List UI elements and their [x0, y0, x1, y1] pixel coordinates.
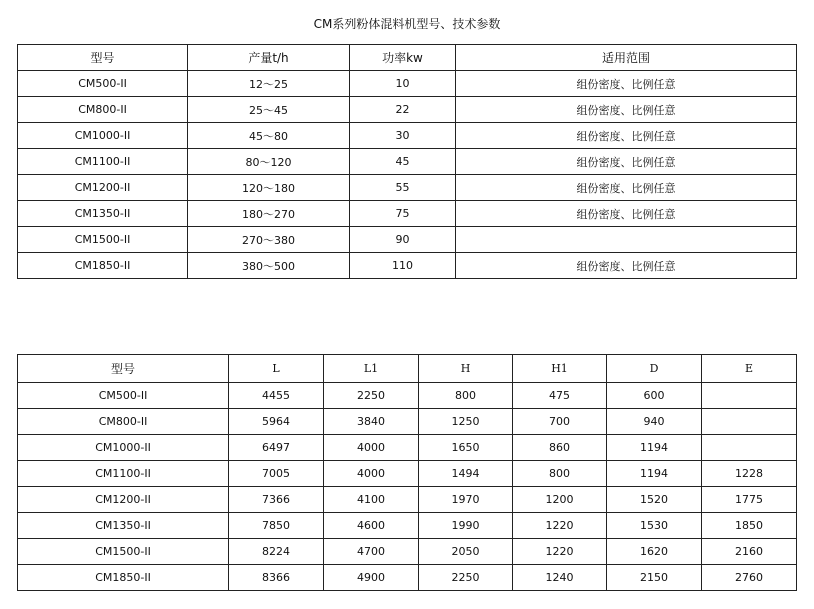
- d-cell: 1194: [607, 435, 702, 461]
- output-cell: 270～380: [188, 227, 350, 253]
- model-cell: CM1000-II: [18, 435, 229, 461]
- application-cell: 组份密度、比例任意: [456, 175, 797, 201]
- h-cell: 1494: [419, 461, 513, 487]
- application-cell: 组份密度、比例任意: [456, 149, 797, 175]
- dimensions-table: [17, 354, 797, 591]
- e-cell: [702, 383, 797, 409]
- output-cell: 80～120: [188, 149, 350, 175]
- h1-cell: 1200: [513, 487, 607, 513]
- output-cell: 180～270: [188, 201, 350, 227]
- e-cell: 2160: [702, 539, 797, 565]
- e-cell: [702, 435, 797, 461]
- application-cell: 组份密度、比例任意: [456, 201, 797, 227]
- output-cell: 25～45: [188, 97, 350, 123]
- table-row: [18, 539, 797, 565]
- h-cell: 1650: [419, 435, 513, 461]
- l-cell: 7005: [229, 461, 324, 487]
- h-cell: 1970: [419, 487, 513, 513]
- l1-cell: 4600: [324, 513, 419, 539]
- table-header-row: [18, 355, 797, 383]
- l-cell: 5964: [229, 409, 324, 435]
- h1-cell: 1220: [513, 539, 607, 565]
- table-row: [18, 201, 797, 227]
- model-cell: CM1350-II: [18, 513, 229, 539]
- model-cell: CM800-II: [18, 97, 188, 123]
- power-cell: 22: [350, 97, 456, 123]
- model-cell: CM1850-II: [18, 253, 188, 279]
- table-row: [18, 123, 797, 149]
- table-row: [18, 565, 797, 591]
- table-row: [18, 383, 797, 409]
- power-cell: 30: [350, 123, 456, 149]
- h-cell: 2050: [419, 539, 513, 565]
- table-row: [18, 461, 797, 487]
- header-h: H: [419, 355, 513, 383]
- h1-cell: 1240: [513, 565, 607, 591]
- output-cell: 120～180: [188, 175, 350, 201]
- application-cell: 组份密度、比例任意: [456, 97, 797, 123]
- l1-cell: 4700: [324, 539, 419, 565]
- h1-cell: 700: [513, 409, 607, 435]
- model-cell: CM500-II: [18, 71, 188, 97]
- table-row: [18, 227, 797, 253]
- table-row: [18, 71, 797, 97]
- header-h1: H1: [513, 355, 607, 383]
- application-cell: 组份密度、比例任意: [456, 71, 797, 97]
- power-cell: 45: [350, 149, 456, 175]
- model-cell: CM1500-II: [18, 539, 229, 565]
- l-cell: 8224: [229, 539, 324, 565]
- header-l1: L1: [324, 355, 419, 383]
- e-cell: 1228: [702, 461, 797, 487]
- application-cell: 组份密度、比例任意: [456, 253, 797, 279]
- header-d: D: [607, 355, 702, 383]
- l1-cell: 4900: [324, 565, 419, 591]
- d-cell: 1194: [607, 461, 702, 487]
- h1-cell: 800: [513, 461, 607, 487]
- e-cell: 1850: [702, 513, 797, 539]
- l1-cell: 2250: [324, 383, 419, 409]
- e-cell: 2760: [702, 565, 797, 591]
- power-cell: 55: [350, 175, 456, 201]
- d-cell: 1520: [607, 487, 702, 513]
- output-cell: 12～25: [188, 71, 350, 97]
- table-row: [18, 253, 797, 279]
- header-l: L: [229, 355, 324, 383]
- h-cell: 1990: [419, 513, 513, 539]
- h1-cell: 475: [513, 383, 607, 409]
- model-cell: CM1100-II: [18, 149, 188, 175]
- output-cell: 380～500: [188, 253, 350, 279]
- model-cell: CM500-II: [18, 383, 229, 409]
- table-row: [18, 435, 797, 461]
- l1-cell: 4000: [324, 461, 419, 487]
- header-model: 型号: [18, 355, 229, 383]
- model-cell: CM1200-II: [18, 175, 188, 201]
- table-row: [18, 513, 797, 539]
- model-cell: CM1000-II: [18, 123, 188, 149]
- table-row: [18, 487, 797, 513]
- model-cell: CM1850-II: [18, 565, 229, 591]
- table-row: [18, 175, 797, 201]
- model-cell: CM1350-II: [18, 201, 188, 227]
- header-model: 型号: [18, 45, 188, 71]
- d-cell: 600: [607, 383, 702, 409]
- output-cell: 45～80: [188, 123, 350, 149]
- production-specs-table: [17, 44, 797, 279]
- l-cell: 7366: [229, 487, 324, 513]
- l-cell: 6497: [229, 435, 324, 461]
- l1-cell: 4100: [324, 487, 419, 513]
- h-cell: 1250: [419, 409, 513, 435]
- power-cell: 75: [350, 201, 456, 227]
- d-cell: 940: [607, 409, 702, 435]
- d-cell: 2150: [607, 565, 702, 591]
- header-application: 适用范围: [456, 45, 797, 71]
- power-cell: 90: [350, 227, 456, 253]
- power-cell: 10: [350, 71, 456, 97]
- table-row: [18, 409, 797, 435]
- application-cell: 组份密度、比例任意: [456, 123, 797, 149]
- h1-cell: 1220: [513, 513, 607, 539]
- h1-cell: 860: [513, 435, 607, 461]
- power-cell: 110: [350, 253, 456, 279]
- application-cell: [456, 227, 797, 253]
- l-cell: 4455: [229, 383, 324, 409]
- l-cell: 7850: [229, 513, 324, 539]
- l1-cell: 4000: [324, 435, 419, 461]
- page-title: CM系列粉体混料机型号、技术参数: [313, 17, 501, 31]
- table-row: [18, 149, 797, 175]
- h-cell: 2250: [419, 565, 513, 591]
- d-cell: 1530: [607, 513, 702, 539]
- table-header-row: [18, 45, 797, 71]
- model-cell: CM1500-II: [18, 227, 188, 253]
- e-cell: 1775: [702, 487, 797, 513]
- table-row: [18, 97, 797, 123]
- h-cell: 800: [419, 383, 513, 409]
- d-cell: 1620: [607, 539, 702, 565]
- header-output: 产量t/h: [188, 45, 350, 71]
- header-power: 功率kw: [350, 45, 456, 71]
- l1-cell: 3840: [324, 409, 419, 435]
- e-cell: [702, 409, 797, 435]
- l-cell: 8366: [229, 565, 324, 591]
- model-cell: CM1100-II: [18, 461, 229, 487]
- header-e: E: [702, 355, 797, 383]
- model-cell: CM1200-II: [18, 487, 229, 513]
- model-cell: CM800-II: [18, 409, 229, 435]
